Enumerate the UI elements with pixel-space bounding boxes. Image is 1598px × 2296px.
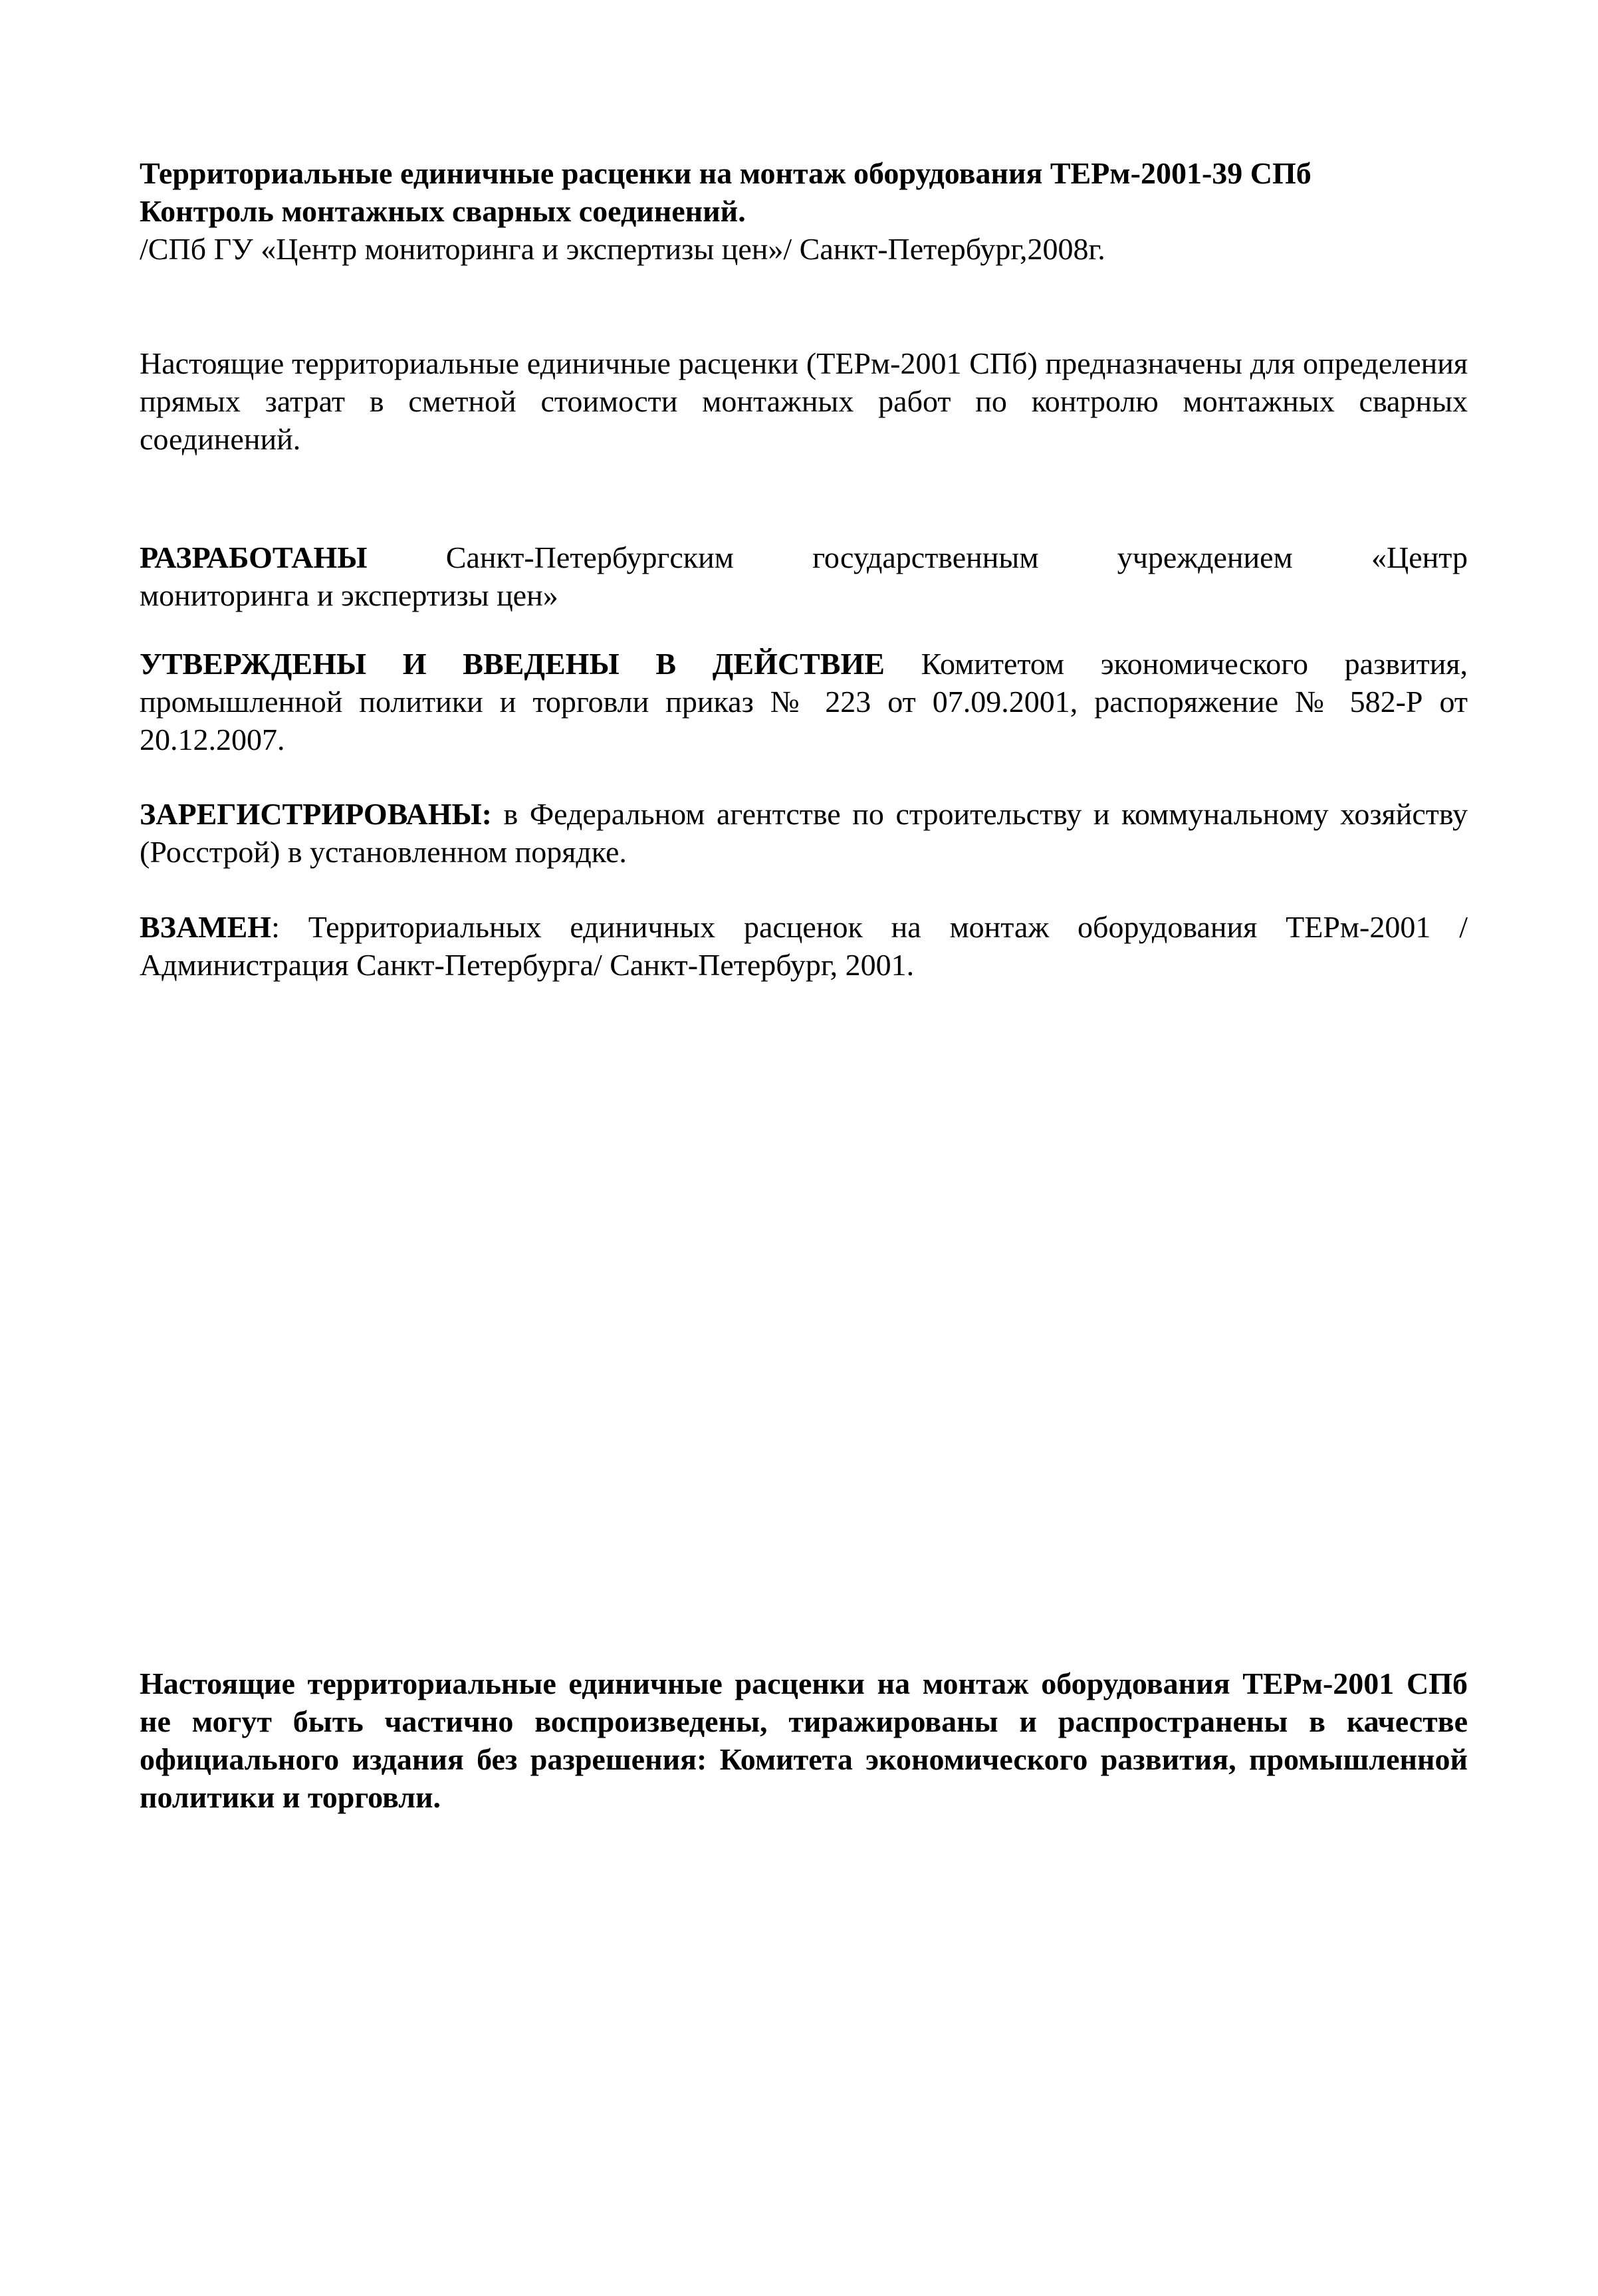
document-header (140, 154, 1468, 268)
approved-label: УТВЕРЖДЕНЫ И ВВЕДЕНЫ В ДЕЙСТВИЕ (140, 647, 885, 681)
replaces-label: ВЗАМЕН (140, 910, 272, 944)
document-title: Территориальные единичные расценки на монтаж оборудования ТЕРм-2001-39 СПб (140, 156, 1312, 190)
developed-rest: мониторинга и экспертизы цен» (140, 578, 558, 612)
replaces-text: : Территориальных единичных расценок на монтаж оборудования ТЕРм-2001 /Администрация Санкт-Петербурга/ Санкт-Петербург, 2001. (140, 910, 1468, 982)
replaces-paragraph (140, 908, 1468, 984)
developed-word: учреждением (1117, 540, 1293, 574)
developed-word: государственным (812, 540, 1039, 574)
developed-label: РАЗРАБОТАНЫ (140, 540, 368, 574)
registered-label: ЗАРЕГИСТРИРОВАНЫ: (140, 797, 492, 831)
developed-word: «Центр (1371, 540, 1468, 574)
purpose-paragraph: Настоящие территориальные единичные расценки (ТЕРм-2001 СПб) предназначены для определения прямых затрат в сметной стоимости монтажных работ по контролю монтажных сварных соединений. (140, 346, 1468, 456)
developed-word: Санкт-Петербургским (445, 540, 734, 574)
document-source: /СПб ГУ «Центр мониторинга и экспертизы цен»/ Санкт-Петербург,2008г. (140, 232, 1105, 266)
copyright-notice: Настоящие территориальные единичные расценки на монтаж оборудования ТЕРм-2001 СПб не могут быть частично воспроизведены, тиражированы и распространены в качестве официального издания без разрешения: Комитета экономического развития, промышленной политики и торговли. (140, 1666, 1468, 1814)
developed-first-line (140, 538, 1468, 576)
registered-paragraph (140, 795, 1468, 871)
developed-paragraph (140, 538, 1468, 614)
registered-text: в Федеральном агентстве по строительству и коммунальному хозяйству (Росстрой) в установленном порядке. (140, 797, 1468, 869)
approved-text: Комитетом экономического развития, промышленной политики и торговли приказ № 223 от 07.09.2001, распоряжение № 582-Р от 20.12.2007. (140, 647, 1468, 756)
approved-paragraph (140, 645, 1468, 758)
document-subtitle: Контроль монтажных сварных соединений. (140, 194, 746, 228)
